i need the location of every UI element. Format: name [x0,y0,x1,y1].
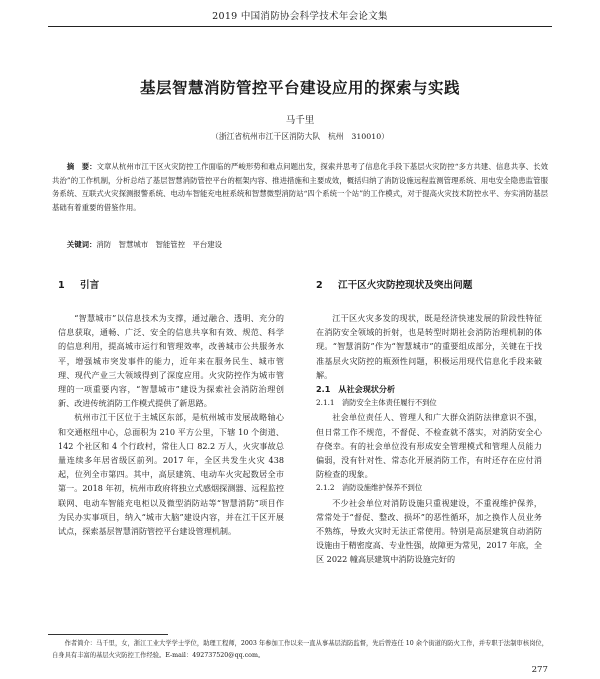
footnote-rule [48,634,168,635]
abstract [52,160,548,214]
section-title: 引言 [80,280,100,291]
paragraph: 江干区火灾多发的现状，既是经济快速发展的阶段性特征在消防安全领域的折射，也是转型时期社会消防治理机制的体现。“智慧消防”作为“智慧城市”的重要组成部分，关键在于找准基层火灾防控的瓶颈性问题，积极运用现代信息化手段来破解。 [316,313,542,380]
paragraph: 杭州市江干区位于主城区东部，是杭州城市发展战略轴心和交通枢纽中心，总面积为 210 平方公里，下辖 10 个街道、142 个社区和 4 个行政村，常住人口 82.2 万人，火灾事故总量连续多年居省级区前列。2017 年，全区共发生火灾 438 起，位列全市第四。其中，高层建筑、电动车火灾起数居全市第一。2018 年初，杭州市政府将独立式感烟探测器、远程监控联网、电动车智能充电柜以及微型消防站等“智慧消防”项目作为民办实事项目，纳入“城市大脑”建设内容，并在江干区开展试点，探索基层智慧消防管控平台建设管理机制。 [58,412,284,537]
author-footnote: 作者简介：马千里，女，浙江工业大学学士学位，助理工程师，2003 年参加工作以来一直从事基层消防监督，先后曾连任 10 余个街道的防火工作，并专职于法制审核岗位，自身具有丰富的基层火灾防控工作经验。E-mail：492737520@qq.com。 [52,640,549,659]
paragraph: 不少社会单位对消防设施只重视建设，不重视维护保养，常常处于“督促、整改、损坏”的恶性循环，加之换作人员业务不熟练，导致火灾时无法正常使用。特别是高层建筑自动消防设施由于精密度高、专业性强，故障更为常见，2017 年底，全区 2022 幢高层建筑中消防设施完好的 [316,497,542,565]
section-heading-2 [316,275,542,297]
right-column [316,275,542,567]
header-rule [48,26,552,27]
keywords-text: 消防 智慧城市 智能管控 平台建设 [96,240,223,249]
running-head: 2019 中国消防协会科学技术年会论文集 [212,11,388,22]
subsubsection-heading: 2.1.2 消防设施维护保养不到位 [316,483,423,493]
page-number: 277 [531,665,548,675]
abstract-text: 文章从杭州市江干区火灾防控工作面临的严峻形势和难点问题出发，探索并思考了信息化手段下基层火灾防控“多方共建、信息共享、长效共治”的工作机制，分析总结了基层智慧消防管控平台的框架内容、推进措施和主要成效，概括归纳了消防设施远程监测管理系统、用电安全隐患监管服务系统、互联式火灾探测报警系统、电动车智能充电桩系统和智慧微型消防站“四个系统一个站”的工作模式，对于提高火灾技术防控水平、夯实消防基层基础有着重要的借鉴作用。 [52,162,548,212]
subsection-heading: 2.1 从社会现状分析 [316,384,396,395]
section-number: 1 [58,280,65,291]
paragraph: 社会单位责任人、管理人和广大群众消防法律意识不强，但日常工作不规范，不督促、不检查就不落实，对消防安全心存侥幸。有的社会单位没有形成安全管理模式和管理人员能力偏弱，没有针对性、常态化开展消防工作，有时还存在应付消防检查的现象。 [316,412,542,480]
left-column [58,275,284,538]
article-title: 基层智慧消防管控平台建设应用的探索与实践 [139,79,460,97]
keywords-label: 关键词： [66,240,97,249]
author-affiliation: （浙江省杭州市江干区消防大队 杭州 310010） [211,132,389,141]
author-name: 马千里 [285,115,315,126]
keywords [52,238,548,252]
paragraph: “智慧城市”以信息技术为支撑，通过融合、透明、充分的信息获取，通畅、广泛、安全的信息共享和有效、规范、科学的信息利用，提高城市运行和管理效率，改善城市公共服务水平，增强城市突发事件的能力，近年来在服务民生、城市管理、现代产业三大领域得到了深度应用。火灾防控作为城市管理的一项重要内容，“智慧城市”建设为探索社会消防治理创新、改进传统消防工作模式提供了新思路。 [58,313,284,409]
section-number: 2 [316,280,323,291]
section-heading-1 [58,275,284,297]
abstract-label: 摘 要： [66,162,97,171]
subsubsection-heading: 2.1.1 消防安全主体责任履行不到位 [316,398,437,408]
section-title: 江干区火灾防控现状及突出问题 [338,280,473,291]
